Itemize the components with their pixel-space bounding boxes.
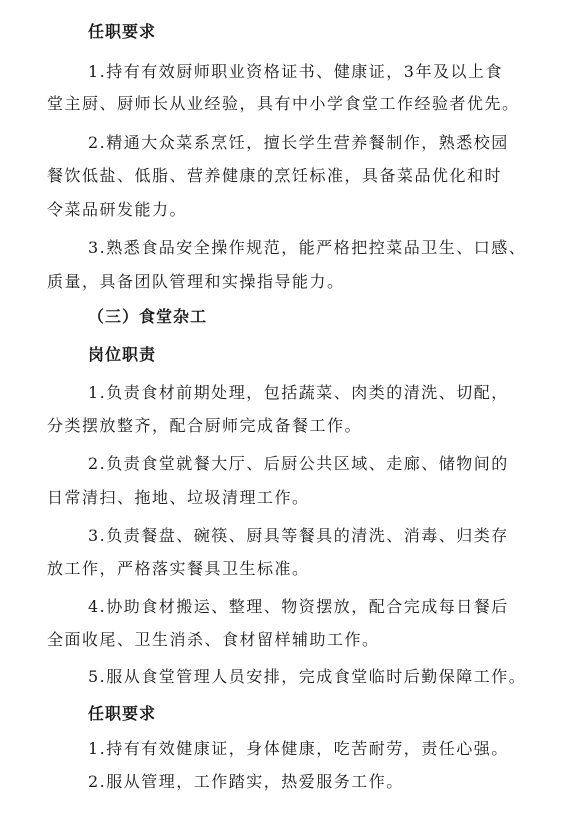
duty-1-line-2: 分类摆放整齐，配合厨师完成备餐工作。 — [47, 416, 363, 435]
duty-4-line-2: 全面收尾、卫生消杀、食材留样辅助工作。 — [47, 630, 380, 649]
requirements-heading-2: 任职要求 — [88, 704, 157, 723]
requirement-3-line-2: 质量，具备团队管理和实操指导能力。 — [47, 272, 345, 291]
requirements-heading: 任职要求 — [88, 22, 157, 41]
duty-4-line-1: 4.协助食材搬运、整理、物资摆放，配合完成每日餐后 — [88, 597, 509, 616]
duty-2-line-1: 2.负责食堂就餐大厅、后厨公共区域、走廊、储物间的 — [88, 454, 509, 473]
requirement-2-line-1: 2.精通大众菜系烹饪，擅长学生营养餐制作，熟悉校园 — [88, 133, 509, 152]
duty-2-line-2: 日常清扫、拖地、垃圾清理工作。 — [47, 488, 310, 507]
duty-1-line-1: 1.负责食材前期处理，包括蔬菜、肉类的清洗、切配， — [88, 383, 509, 402]
requirement-1-line-2: 堂主厨、厨师长从业经验，具有中小学食堂工作经验者优先。 — [47, 94, 520, 113]
duties-heading: 岗位职责 — [88, 345, 157, 364]
requirement-1-line-1: 1.持有有效厨师职业资格证书、健康证，3年及以上食 — [88, 62, 503, 81]
requirement-3-line-1: 3.熟悉食品安全操作规范，能严格把控菜品卫生、口感、 — [88, 238, 527, 257]
duty-3-line-1: 3.负责餐盘、碗筷、厨具等餐具的清洗、消毒、归类存 — [88, 526, 509, 545]
requirement-2-line-3: 令菜品研发能力。 — [47, 200, 188, 219]
requirement-b-1: 1.持有有效健康证，身体健康，吃苦耐劳，责任心强。 — [88, 739, 509, 758]
duty-5-line-1: 5.服从食堂管理人员安排，完成食堂临时后勤保障工作。 — [88, 667, 527, 686]
duty-3-line-2: 放工作，严格落实餐具卫生标准。 — [47, 559, 310, 578]
requirement-b-2: 2.服从管理，工作踏实，热爱服务工作。 — [88, 772, 404, 791]
section-title: （三）食堂杂工 — [88, 307, 208, 326]
requirement-2-line-2: 餐饮低盐、低脂、营养健康的烹饪标准，具备菜品优化和时 — [47, 166, 503, 185]
